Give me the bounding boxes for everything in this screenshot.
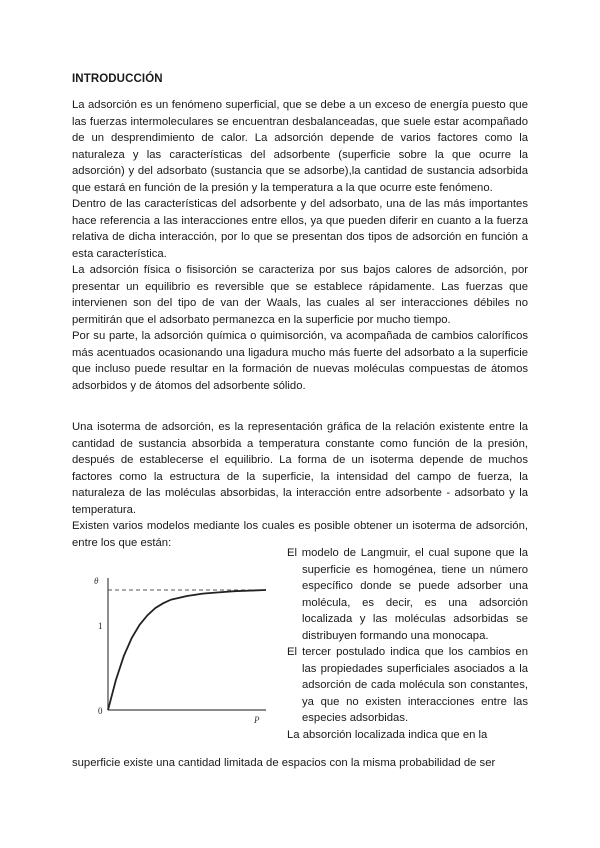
paragraph: Por su parte, la adsorción química o quimisorción, va acompañada de cambios caloríficos más acentuados ocasionando una ligadura mucho más fuerte del adsorbato a la superficie que incluso puede resultar en la formación de nuevas moléculas compuestas de átomos adsorbidos y de átomos del adsorbente sólido.	[72, 330, 528, 392]
paragraph: El modelo de Langmuir, el cual supone que la superficie es homogénea, tiene un número específico donde se puede adsorber una molécula, es decir, es una adsorción localizada y las moléculas adsorbidas se distribuyen formando una monocapa.	[287, 547, 528, 642]
paragraph: El tercer postulado indica que los cambios en las propiedades superficiales asociados a la adsorción de cada molécula son constantes, ya que no existen interacciones entre las especies adsorbidas.	[287, 646, 528, 724]
section-heading: INTRODUCCIÓN	[72, 73, 163, 85]
y-tick-label: 1	[98, 621, 103, 631]
y-tick-label: 0	[98, 706, 103, 716]
isotherm-block	[72, 419, 528, 551]
introduction-block	[72, 97, 528, 394]
paragraph: Existen varios modelos mediante los cuales es posible obtener un isoterma de adsorción, entre los que están:	[72, 520, 528, 549]
langmuir-isotherm-figure	[88, 568, 278, 728]
paragraph: La adsorción es un fenómeno superficial, que se debe a un exceso de energía puesto que las fuerzas intermoleculares se encuentran desbalanceadas, que suele estar acompañado de un desprendimiento de calor. La adsorción depende de varios factores como la naturaleza y las características del adsorbente (superficie sobre la que ocurre la adsorción) y del adsorbato (sustancia que se adsorbe),la cantidad de sustancia adsorbida que estará en función de la presión y la temperatura a la que ocurre este fenómeno.	[72, 99, 528, 194]
isotherm-chart	[88, 568, 278, 728]
series-line	[108, 590, 266, 710]
paragraph: La absorción localizada indica que en la	[287, 728, 488, 741]
continuation-text	[72, 755, 528, 772]
paragraph: superficie existe una cantidad limitada de espacios con la misma probabilidad de ser	[72, 757, 496, 769]
langmuir-text	[287, 545, 528, 743]
paragraph: Una isoterma de adsorción, es la representación gráfica de la relación existente entre la cantidad de sustancia absorbida a temperatura constante como función de la presión, después de establecerse el equilibrio. La forma de un isoterma depende de muchos factores como la estructura de la superficie, la intensidad del campo de fuerza, la naturaleza de las moléculas absorbidas, la interacción entre adsorbente - adsorbato y la temperatura.	[72, 421, 528, 516]
paragraph: Dentro de las características del adsorbente y del adsorbato, una de las más importantes hace referencia a las interacciones entre ellos, ya que pueden diferir en cuanto a la fuerza relativa de dicha interacción, por lo que se presentan dos tipos de adsorción en función a esta característica.	[72, 198, 528, 260]
x-axis-label: P	[254, 715, 260, 725]
paragraph: La adsorción física o fisisorción se caracteriza por sus bajos calores de adsorción, por presentar un equilibrio es reversible que se establece rápidamente. Las fuerzas que intervienen son del tipo de van der Waals, las cuales al ser interacciones débiles no permitirán que el adsorbato permanezca en la superficie por mucho tiempo.	[72, 264, 528, 326]
y-axis-label: θ	[94, 576, 99, 586]
